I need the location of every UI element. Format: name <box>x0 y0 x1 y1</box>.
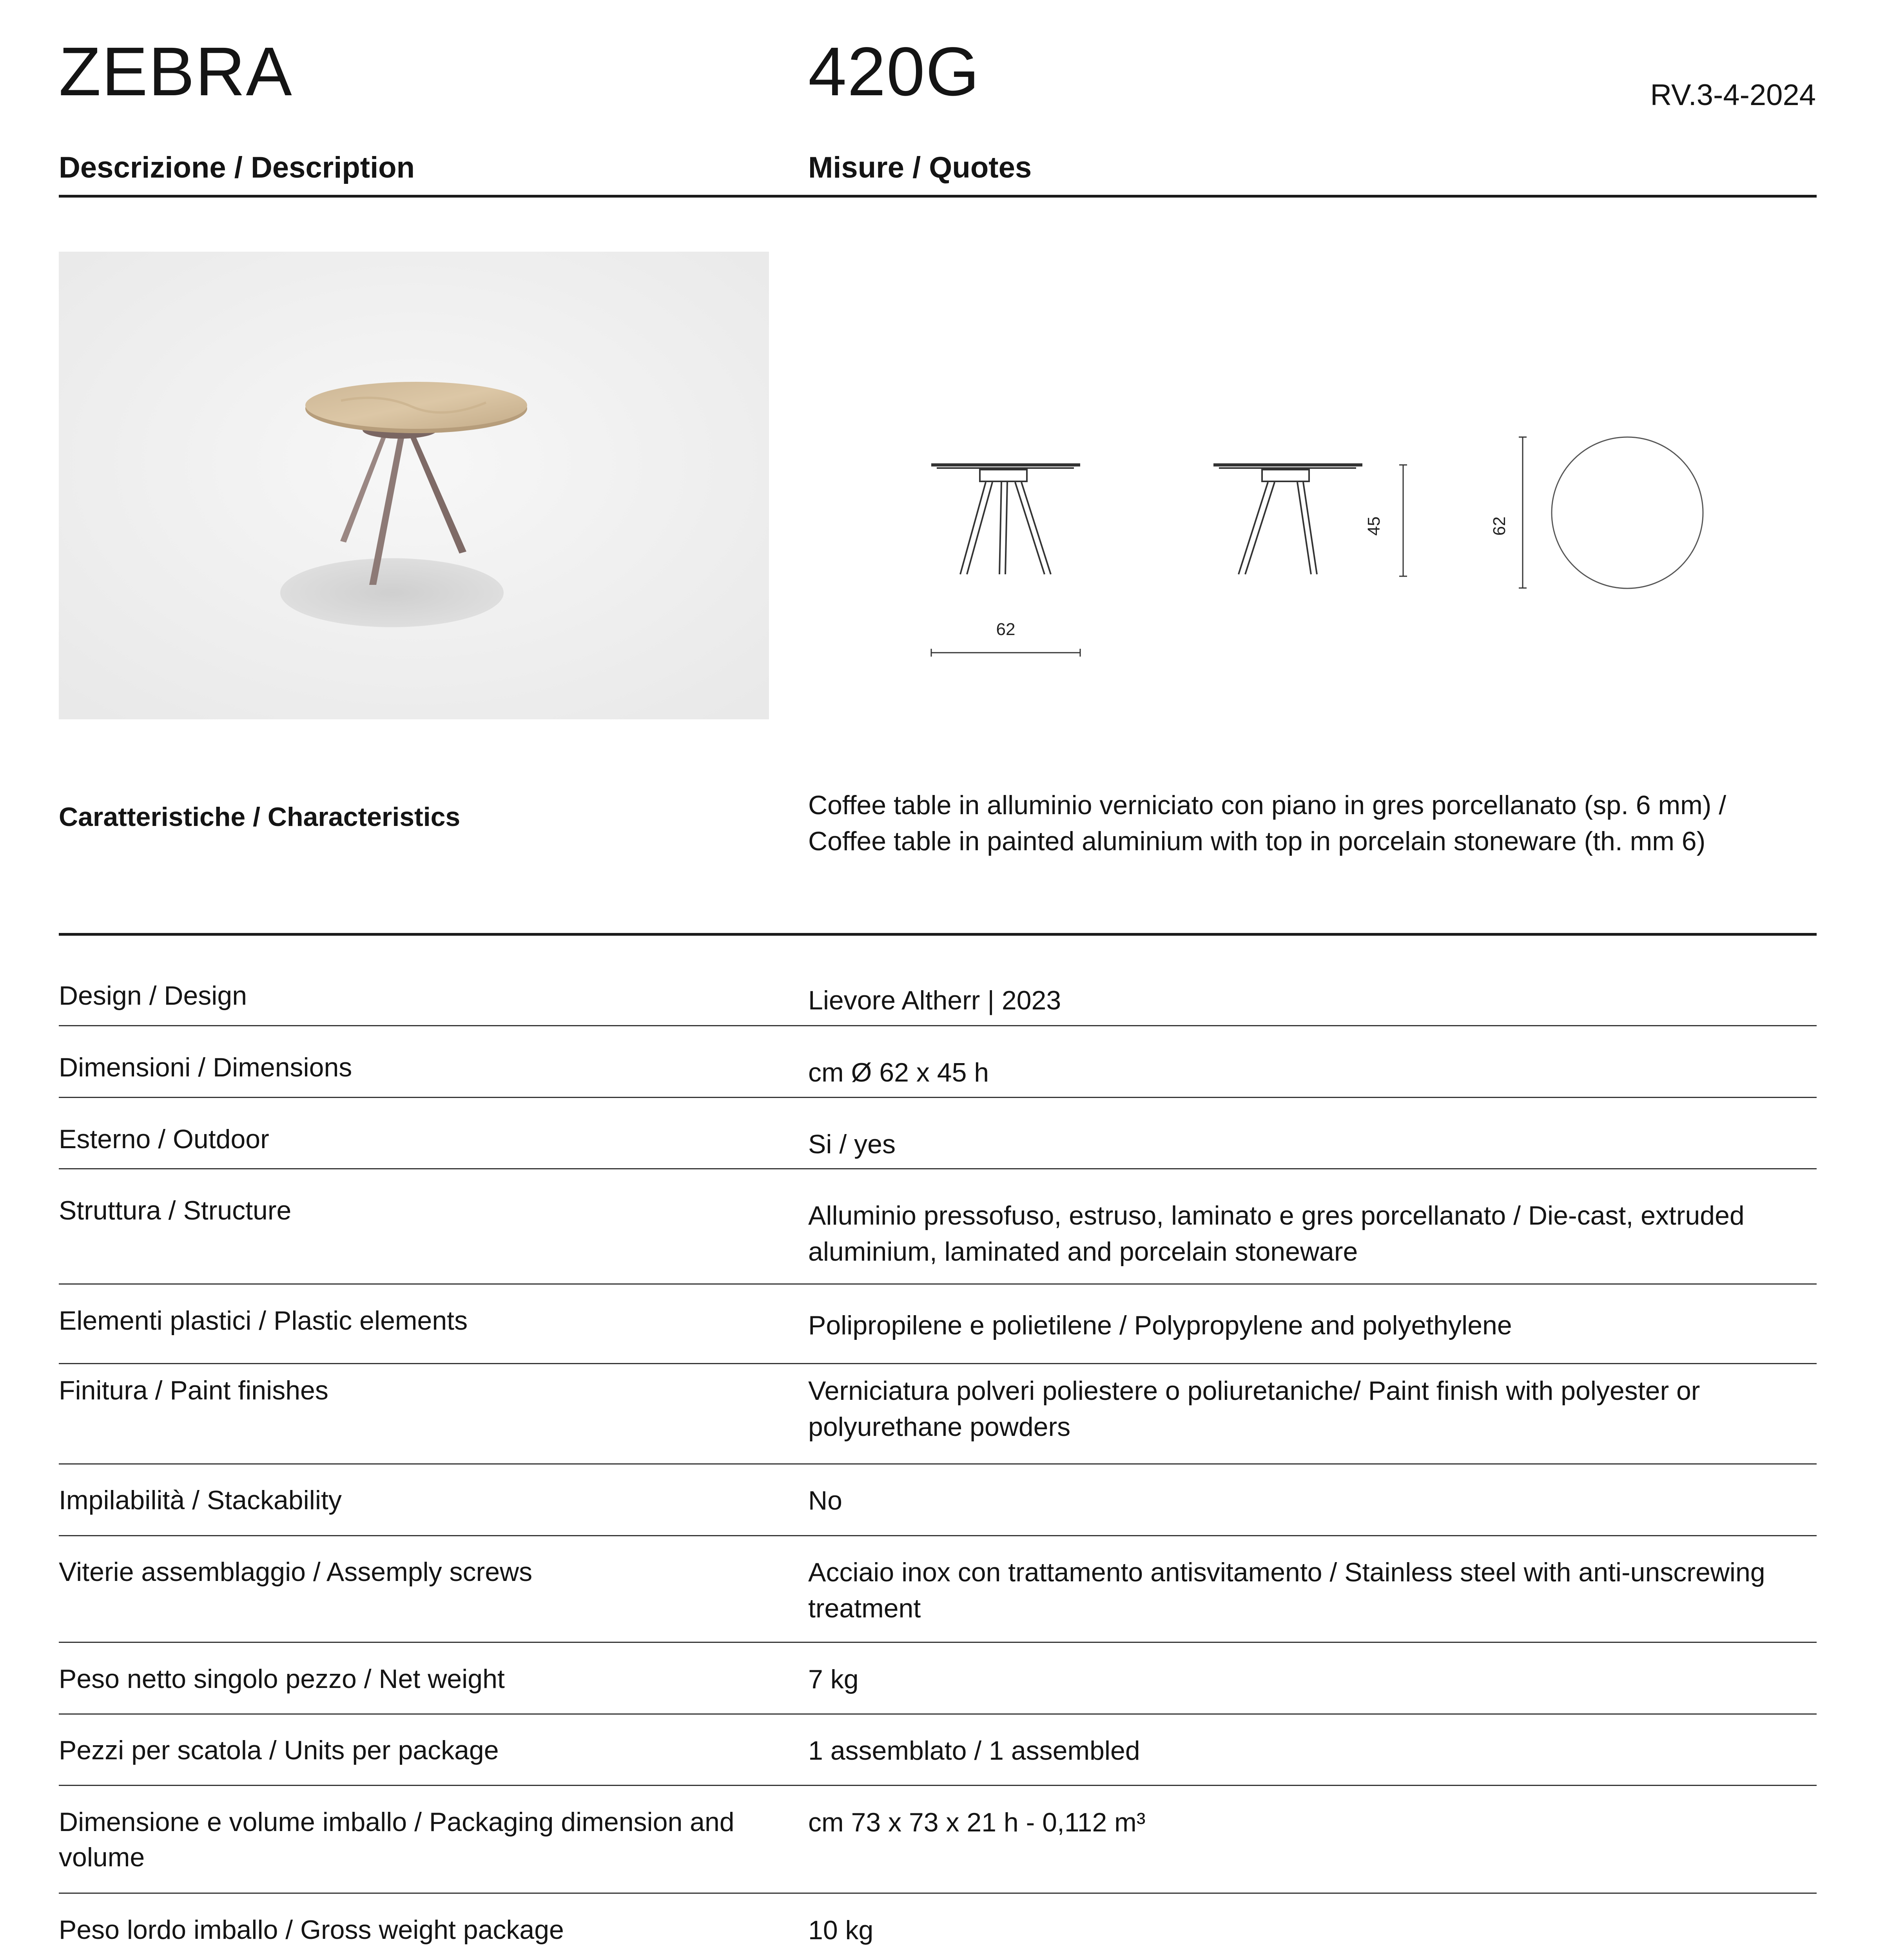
spec-value: Acciaio inox con trattamento antisvitamento / Stainless steel with anti-unscrewing treatment <box>808 1557 1765 1623</box>
characteristics-text <box>808 787 1817 859</box>
spec-value: 7 kg <box>808 1664 859 1694</box>
product-photo <box>59 252 769 719</box>
characteristics-divider <box>59 933 1817 936</box>
header-divider <box>59 195 1817 198</box>
measures-heading: Misure / Quotes <box>808 151 1032 184</box>
spec-value: Alluminio pressofuso, estruso, laminato e gres porcellanato / Die-cast, extruded aluminium, laminated and porcelain stoneware <box>808 1201 1745 1267</box>
spec-label: Dimensione e volume imballo / Packaging dimension and volume <box>59 1807 734 1872</box>
diameter-dimension-label: 62 <box>1490 516 1509 536</box>
height-dimension-label: 45 <box>1364 516 1384 536</box>
table-row <box>59 1786 1817 1894</box>
spec-label: Dimensioni / Dimensions <box>59 1053 352 1082</box>
top-view-drawing <box>1519 437 1703 588</box>
spec-label: Esterno / Outdoor <box>59 1124 269 1154</box>
table-row <box>59 1364 1817 1465</box>
spec-value: Lievore Altherr | 2023 <box>808 985 1061 1015</box>
spec-value: 1 assemblato / 1 assembled <box>808 1736 1140 1766</box>
coffee-table-image <box>59 252 769 719</box>
spec-value: 10 kg <box>808 1915 874 1945</box>
product-code: 420G <box>808 33 980 110</box>
spec-value: Verniciatura polveri poliestere o poliuretaniche/ Paint finish with polyester or polyurethane powders <box>808 1376 1700 1442</box>
spec-label: Struttura / Structure <box>59 1196 292 1225</box>
table-row <box>59 1536 1817 1643</box>
table-row <box>59 1643 1817 1715</box>
spec-label: Finitura / Paint finishes <box>59 1376 328 1405</box>
table-row <box>59 1894 1817 1960</box>
spec-label: Viterie assemblaggio / Assemply screws <box>59 1557 533 1587</box>
table-row <box>59 1715 1817 1786</box>
table-row <box>59 1026 1817 1098</box>
spec-label: Peso netto singolo pezzo / Net weight <box>59 1664 505 1694</box>
spec-label: Impilabilità / Stackability <box>59 1485 342 1515</box>
spec-value: No <box>808 1486 842 1515</box>
spec-label: Design / Design <box>59 981 247 1011</box>
table-row <box>59 1098 1817 1169</box>
table-row <box>59 937 1817 1026</box>
spec-label: Elementi plastici / Plastic elements <box>59 1306 468 1336</box>
spec-value: Polipropilene e polietilene / Polypropylene and polyethylene <box>808 1310 1512 1340</box>
table-row <box>59 1285 1817 1364</box>
spec-label: Pezzi per scatola / Units per package <box>59 1735 499 1765</box>
table-row <box>59 1169 1817 1285</box>
width-dimension-label: 62 <box>996 620 1016 639</box>
spec-value: cm Ø 62 x 45 h <box>808 1058 989 1087</box>
characteristics-line-english: Coffee table in painted aluminium with top in porcelain stoneware (th. mm 6) <box>808 826 1706 856</box>
dimension-drawings <box>901 423 1725 666</box>
description-heading: Descrizione / Description <box>59 151 415 184</box>
spec-value: Si / yes <box>808 1129 896 1159</box>
product-name: ZEBRA <box>59 33 293 110</box>
characteristics-label: Caratteristiche / Characteristics <box>59 802 461 832</box>
spec-value: cm 73 x 73 x 21 h - 0,112 m³ <box>808 1808 1146 1837</box>
revision-date: RV.3-4-2024 <box>1650 78 1816 112</box>
dimension-drawings-svg <box>901 423 1725 666</box>
table-row <box>59 1465 1817 1536</box>
characteristics-line-italian: Coffee table in alluminio verniciato con piano in gres porcellanato (sp. 6 mm) / <box>808 790 1726 820</box>
spec-label: Peso lordo imballo / Gross weight package <box>59 1915 564 1945</box>
spec-table <box>59 937 1817 1960</box>
